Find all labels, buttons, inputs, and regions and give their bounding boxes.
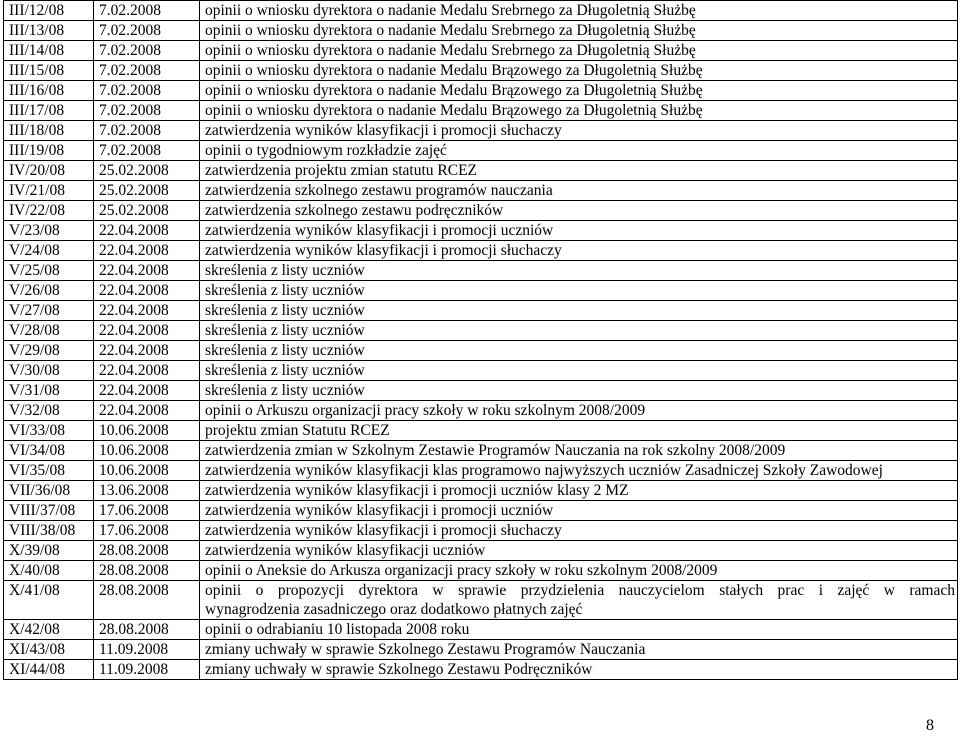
resolution-description-cell: skreślenia z listy uczniów [200,281,958,301]
resolution-number-cell: III/15/08 [4,61,94,81]
resolution-description-cell: zatwierdzenia wyników klasyfikacji i promocji słuchaczy [200,121,958,141]
resolution-number-cell: VIII/37/08 [4,501,94,521]
resolution-date-cell: 28.08.2008 [94,581,200,620]
resolution-number-cell: VII/36/08 [4,481,94,501]
resolution-description-cell: zatwierdzenia wyników klasyfikacji uczniów [200,541,958,561]
resolution-description-cell: skreślenia z listy uczniów [200,321,958,341]
resolution-date-cell: 7.02.2008 [94,41,200,61]
table-row [4,620,958,640]
page-number: 8 [926,717,934,734]
resolution-description-cell: opinii o Aneksie do Arkusza organizacji pracy szkoły w roku szkolnym 2008/2009 [200,561,958,581]
table-row [4,541,958,561]
resolution-date-cell: 7.02.2008 [94,61,200,81]
resolution-description-cell: zatwierdzenia szkolnego zestawu programów nauczania [200,181,958,201]
resolution-description-cell: opinii o Arkuszu organizacji pracy szkoły w roku szkolnym 2008/2009 [200,401,958,421]
resolution-date-cell: 28.08.2008 [94,561,200,581]
table-row [4,281,958,301]
table-row [4,181,958,201]
table-row [4,241,958,261]
resolution-number-cell: X/39/08 [4,541,94,561]
resolution-date-cell: 25.02.2008 [94,161,200,181]
table-row [4,141,958,161]
resolutions-table-body [4,1,958,680]
resolution-number-cell: XI/43/08 [4,640,94,660]
table-row [4,381,958,401]
resolution-description-line: wynagrodzenia zasadniczego oraz dodatkowo płatnych zajęć [205,601,583,618]
resolution-date-cell: 22.04.2008 [94,221,200,241]
resolution-date-cell: 7.02.2008 [94,141,200,161]
table-row [4,461,958,481]
table-row [4,81,958,101]
resolution-number-cell: III/18/08 [4,121,94,141]
table-row [4,1,958,21]
table-row [4,301,958,321]
table-row [4,161,958,181]
resolution-date-cell: 7.02.2008 [94,21,200,41]
table-row [4,21,958,41]
resolution-description-cell: projektu zmian Statutu RCEZ [200,421,958,441]
resolution-number-cell: IV/20/08 [4,161,94,181]
resolution-description-cell: zatwierdzenia wyników klasyfikacji i promocji uczniów [200,221,958,241]
resolution-description-cell: zatwierdzenia wyników klasyfikacji i promocji słuchaczy [200,241,958,261]
resolution-description-cell: skreślenia z listy uczniów [200,381,958,401]
resolution-description-cell: skreślenia z listy uczniów [200,301,958,321]
resolution-description-cell: zmiany uchwały w sprawie Szkolnego Zestawu Podręczników [200,660,958,680]
resolution-description-cell: opinii o wniosku dyrektora o nadanie Medalu Srebrnego za Długoletnią Służbę [200,21,958,41]
resolution-description-cell: zatwierdzenia wyników klasyfikacji i promocji słuchaczy [200,521,958,541]
table-row [4,201,958,221]
resolution-number-cell: VIII/38/08 [4,521,94,541]
resolution-number-cell: X/41/08 [4,581,94,620]
resolution-date-cell: 10.06.2008 [94,461,200,481]
resolution-number-cell: V/26/08 [4,281,94,301]
resolution-number-cell: V/23/08 [4,221,94,241]
resolution-number-cell: VI/33/08 [4,421,94,441]
table-row [4,41,958,61]
table-row [4,441,958,461]
resolution-date-cell: 22.04.2008 [94,301,200,321]
resolution-date-cell: 11.09.2008 [94,660,200,680]
resolution-date-cell: 22.04.2008 [94,341,200,361]
table-row [4,521,958,541]
table-row [4,261,958,281]
resolution-description-cell: opinii o wniosku dyrektora o nadanie Medalu Brązowego za Długoletnią Służbę [200,61,958,81]
resolution-number-cell: V/27/08 [4,301,94,321]
resolution-date-cell: 28.08.2008 [94,620,200,640]
table-row [4,101,958,121]
resolution-number-cell: V/29/08 [4,341,94,361]
resolution-number-cell: V/24/08 [4,241,94,261]
resolution-description-cell: zatwierdzenia wyników klasyfikacji i promocji uczniów [200,501,958,521]
table-row [4,61,958,81]
table-row [4,121,958,141]
resolution-date-cell: 17.06.2008 [94,521,200,541]
resolution-description-cell: opinii o tygodniowym rozkładzie zajęć [200,141,958,161]
resolution-date-cell: 22.04.2008 [94,241,200,261]
resolution-description-cell: opinii o wniosku dyrektora o nadanie Medalu Srebrnego za Długoletnią Służbę [200,1,958,21]
resolution-date-cell: 22.04.2008 [94,361,200,381]
resolution-description-cell: opinii o wniosku dyrektora o nadanie Medalu Srebrnego za Długoletnią Służbę [200,41,958,61]
resolution-number-cell: V/30/08 [4,361,94,381]
table-row [4,561,958,581]
resolution-date-cell: 17.06.2008 [94,501,200,521]
table-row [4,660,958,680]
resolution-number-cell: III/14/08 [4,41,94,61]
resolutions-table [3,0,958,680]
resolution-number-cell: VI/35/08 [4,461,94,481]
resolution-description-cell: opinii o wniosku dyrektora o nadanie Medalu Brązowego za Długoletnią Służbę [200,81,958,101]
resolution-number-cell: III/19/08 [4,141,94,161]
resolution-date-cell: 7.02.2008 [94,1,200,21]
resolution-number-cell: III/12/08 [4,1,94,21]
resolution-date-cell: 22.04.2008 [94,261,200,281]
table-row [4,501,958,521]
table-row [4,341,958,361]
resolution-description-cell: opinii o wniosku dyrektora o nadanie Medalu Brązowego za Długoletnią Służbę [200,101,958,121]
resolution-number-cell: VI/34/08 [4,441,94,461]
resolution-number-cell: V/28/08 [4,321,94,341]
table-row [4,421,958,441]
resolution-date-cell: 7.02.2008 [94,81,200,101]
resolution-description-cell: skreślenia z listy uczniów [200,341,958,361]
resolution-number-cell: III/17/08 [4,101,94,121]
resolution-date-cell: 10.06.2008 [94,421,200,441]
resolution-description-cell: zatwierdzenia projektu zmian statutu RCEZ [200,161,958,181]
resolution-number-cell: V/25/08 [4,261,94,281]
resolution-number-cell: III/13/08 [4,21,94,41]
resolution-date-cell: 7.02.2008 [94,121,200,141]
resolution-description-cell: zmiany uchwały w sprawie Szkolnego Zestawu Programów Nauczania [200,640,958,660]
resolution-description-cell: opinii o odrabianiu 10 listopada 2008 roku [200,620,958,640]
resolution-number-cell: IV/22/08 [4,201,94,221]
resolution-number-cell: X/40/08 [4,561,94,581]
resolution-date-cell: 25.02.2008 [94,181,200,201]
table-row [4,640,958,660]
resolution-description-line: opinii o propozycji dyrektora w sprawie przydzielenia nauczycielom stałych prac i zajęć w ramach [205,582,955,599]
table-row [4,581,958,620]
resolution-number-cell: V/32/08 [4,401,94,421]
resolution-description-cell: skreślenia z listy uczniów [200,361,958,381]
resolution-date-cell: 28.08.2008 [94,541,200,561]
resolution-number-cell: III/16/08 [4,81,94,101]
table-row [4,321,958,341]
resolution-description-cell: skreślenia z listy uczniów [200,261,958,281]
resolution-description-cell: zatwierdzenia wyników klasyfikacji i promocji uczniów klasy 2 MZ [200,481,958,501]
resolution-date-cell: 10.06.2008 [94,441,200,461]
resolution-date-cell: 22.04.2008 [94,381,200,401]
resolution-number-cell: X/42/08 [4,620,94,640]
resolution-date-cell: 25.02.2008 [94,201,200,221]
table-row [4,221,958,241]
resolution-date-cell: 11.09.2008 [94,640,200,660]
resolution-description-cell: zatwierdzenia zmian w Szkolnym Zestawie Programów Nauczania na rok szkolny 2008/2009 [200,441,958,461]
resolution-date-cell: 22.04.2008 [94,401,200,421]
resolution-number-cell: IV/21/08 [4,181,94,201]
resolution-date-cell: 7.02.2008 [94,101,200,121]
resolution-number-cell: XI/44/08 [4,660,94,680]
resolution-number-cell: V/31/08 [4,381,94,401]
resolution-description-cell: zatwierdzenia szkolnego zestawu podręczników [200,201,958,221]
table-row [4,361,958,381]
resolution-date-cell: 22.04.2008 [94,281,200,301]
resolution-description-cell [200,581,958,620]
resolution-description-cell: zatwierdzenia wyników klasyfikacji klas programowo najwyższych uczniów Zasadniczej Szkoły Zawodowej [200,461,958,481]
resolution-date-cell: 22.04.2008 [94,321,200,341]
table-row [4,401,958,421]
resolution-date-cell: 13.06.2008 [94,481,200,501]
table-row [4,481,958,501]
